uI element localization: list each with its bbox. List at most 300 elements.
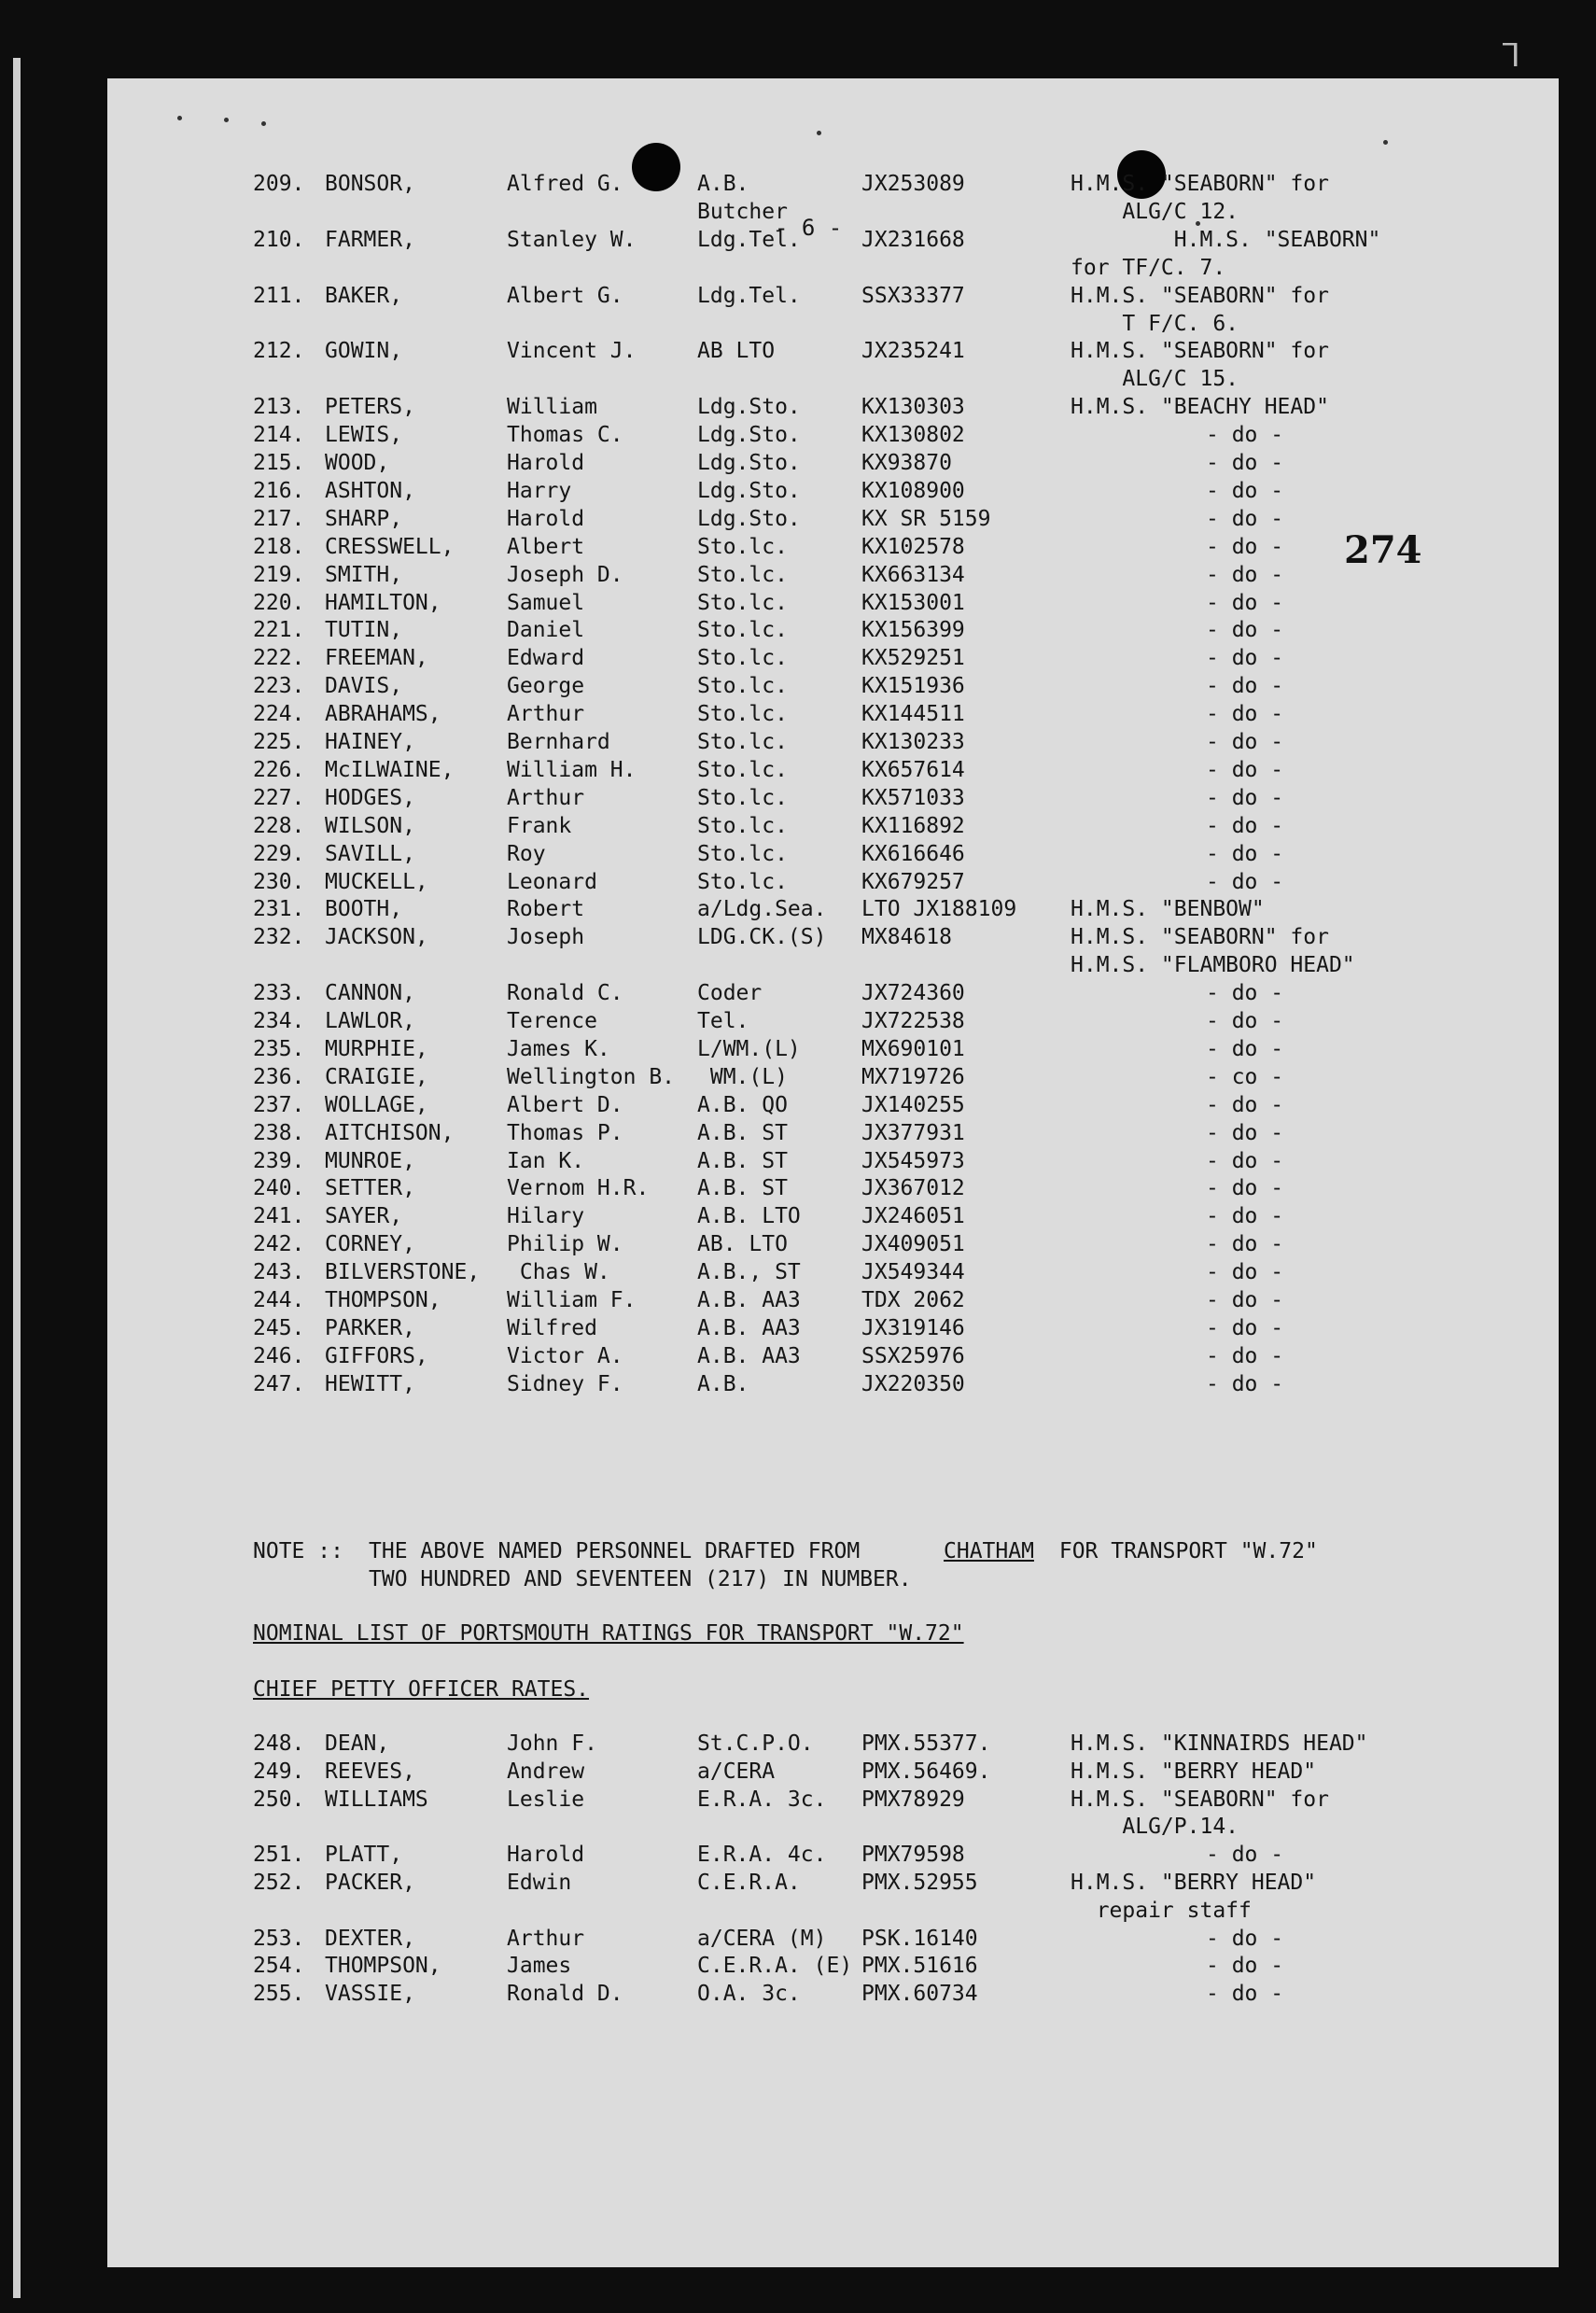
surname: PARKER,: [325, 1315, 415, 1340]
ship-destination: H.M.S. "SEABORN" for: [1071, 339, 1329, 364]
surname: BONSOR,: [325, 172, 415, 196]
rate: Coder: [697, 981, 763, 1006]
ship-destination: - do -: [1206, 1843, 1284, 1868]
rating-number: 242.: [253, 1232, 305, 1257]
rating-number: 213.: [253, 395, 305, 420]
surname: AITCHISON,: [325, 1120, 455, 1145]
ship-destination: - do -: [1206, 1036, 1284, 1061]
ship-destination: - do -: [1206, 1092, 1284, 1117]
first-name: Frank: [507, 813, 572, 838]
first-name: Chas W.: [507, 1260, 610, 1285]
rate: O.A. 3c.: [697, 1982, 801, 2007]
official-number: PMX.60734: [861, 1982, 978, 2007]
official-number: KX SR 5159: [861, 506, 991, 531]
official-number: PMX78929: [861, 1787, 965, 1812]
official-number: JX231668: [861, 227, 965, 252]
first-name: Thomas P.: [507, 1120, 623, 1145]
surname: CORNEY,: [325, 1232, 415, 1257]
rate: LDG.CK.(S): [697, 925, 827, 950]
first-name: Edwin: [507, 1871, 572, 1895]
official-number: KX130303: [861, 395, 965, 420]
ship-destination: T F/C. 6.: [1071, 311, 1239, 336]
official-number: KX529251: [861, 646, 965, 671]
official-number: KX151936: [861, 674, 965, 699]
official-number: JX253089: [861, 172, 965, 196]
first-name: Wilfred: [507, 1315, 597, 1340]
rating-number: 253.: [253, 1926, 305, 1951]
surname: GOWIN,: [325, 339, 403, 364]
rate: A.B. AA3: [697, 1288, 801, 1312]
rate: Sto.lc.: [697, 702, 788, 727]
speck: [1383, 140, 1388, 145]
official-number: MX719726: [861, 1064, 965, 1089]
surname: BILVERSTONE,: [325, 1260, 481, 1285]
rating-number: 238.: [253, 1120, 305, 1145]
surname: SETTER,: [325, 1176, 415, 1201]
rating-number: 251.: [253, 1843, 305, 1868]
rate: A.B.: [697, 172, 749, 196]
surname: MUNROE,: [325, 1148, 415, 1173]
surname: THOMPSON,: [325, 1954, 441, 1979]
first-name: Arthur: [507, 1926, 585, 1951]
first-name: Wellington B.: [507, 1064, 676, 1089]
rating-number: 217.: [253, 506, 305, 531]
ship-destination: - do -: [1206, 1315, 1284, 1340]
rate: Ldg.Sto.: [697, 395, 801, 420]
rate: A.B. ST: [697, 1120, 788, 1145]
note-label: NOTE ::: [253, 1539, 343, 1563]
rating-number: 248.: [253, 1731, 305, 1756]
first-name: James K.: [507, 1036, 610, 1061]
first-name: Vincent J.: [507, 339, 637, 364]
ship-destination: H.M.S. "BERRY HEAD": [1071, 1871, 1317, 1895]
rate: Sto.lc.: [697, 869, 788, 894]
first-name: William H.: [507, 757, 637, 782]
rating-number: 214.: [253, 423, 305, 448]
first-name: Bernhard: [507, 730, 610, 754]
rating-number: 225.: [253, 730, 305, 754]
first-name: Thomas C.: [507, 423, 623, 448]
surname: BAKER,: [325, 283, 403, 308]
first-name: Albert D.: [507, 1092, 623, 1117]
rate: A.B., ST: [697, 1260, 801, 1285]
rate: Ldg.Tel.: [697, 227, 801, 252]
surname: TUTIN,: [325, 618, 403, 643]
official-number: KX144511: [861, 702, 965, 727]
ship-destination: - do -: [1206, 757, 1284, 782]
surname: HODGES,: [325, 785, 415, 810]
surname: SHARP,: [325, 506, 403, 531]
note-line-2: TWO HUNDRED AND SEVENTEEN (217) IN NUMBER.: [369, 1567, 912, 1591]
rate: A.B. ST: [697, 1176, 788, 1201]
first-name: Ronald D.: [507, 1982, 623, 2007]
official-number: JX549344: [861, 1260, 965, 1285]
ship-destination: H.M.S. "SEABORN": [1071, 227, 1381, 252]
ship-destination: - do -: [1206, 674, 1284, 699]
surname: MUCKELL,: [325, 869, 428, 894]
first-name: Ian K.: [507, 1148, 585, 1173]
surname: ABRAHAMS,: [325, 702, 441, 727]
surname: ASHTON,: [325, 478, 415, 503]
ship-destination: - do -: [1206, 1343, 1284, 1368]
official-number: PSK.16140: [861, 1926, 978, 1951]
official-number: KX663134: [861, 562, 965, 587]
ship-destination: - do -: [1206, 785, 1284, 810]
rating-number: 230.: [253, 869, 305, 894]
first-name: Samuel: [507, 590, 585, 615]
surname: FREEMAN,: [325, 646, 428, 671]
first-name: Philip W.: [507, 1232, 623, 1257]
ship-destination: - do -: [1206, 1926, 1284, 1951]
ship-destination: - co -: [1206, 1064, 1284, 1089]
rating-number: 221.: [253, 618, 305, 643]
first-name: William: [507, 395, 597, 420]
surname: BOOTH,: [325, 897, 403, 922]
ship-destination: H.M.S. "BENBOW": [1071, 897, 1265, 922]
official-number: KX156399: [861, 618, 965, 643]
official-number: KX108900: [861, 478, 965, 503]
speck: [261, 121, 266, 126]
surname: MURPHIE,: [325, 1036, 428, 1061]
rating-number: 237.: [253, 1092, 305, 1117]
ship-destination: ALG/C 12.: [1071, 199, 1239, 224]
ship-destination: - do -: [1206, 1176, 1284, 1201]
ship-destination: - do -: [1206, 1954, 1284, 1979]
rating-number: 228.: [253, 813, 305, 838]
rating-number: 235.: [253, 1036, 305, 1061]
ship-destination: - do -: [1206, 1204, 1284, 1229]
rating-number: 240.: [253, 1176, 305, 1201]
first-name: Vernom H.R.: [507, 1176, 650, 1201]
first-name: Leonard: [507, 869, 597, 894]
official-number: MX690101: [861, 1036, 965, 1061]
rating-number: 210.: [253, 227, 305, 252]
ship-destination: - do -: [1206, 1260, 1284, 1285]
official-number: JX724360: [861, 981, 965, 1006]
first-name: Hilary: [507, 1204, 585, 1229]
rate: Sto.lc.: [697, 785, 788, 810]
corner-mark: ᒣ: [1501, 37, 1520, 75]
surname: LAWLOR,: [325, 1009, 415, 1033]
speck: [817, 131, 821, 135]
surname: CANNON,: [325, 981, 415, 1006]
surname: PETERS,: [325, 395, 415, 420]
first-name: Leslie: [507, 1787, 585, 1812]
first-name: Arthur: [507, 785, 585, 810]
ship-destination: ALG/P.14.: [1071, 1815, 1239, 1840]
rating-number: 226.: [253, 757, 305, 782]
ship-destination: - do -: [1206, 981, 1284, 1006]
rating-number: 245.: [253, 1315, 305, 1340]
rate: A.B. AA3: [697, 1343, 801, 1368]
rate: Sto.lc.: [697, 813, 788, 838]
first-name: Daniel: [507, 618, 585, 643]
surname: WILLIAMS: [325, 1787, 428, 1812]
rate: a/CERA: [697, 1759, 776, 1784]
first-name: John F.: [507, 1731, 597, 1756]
official-number: JX367012: [861, 1176, 965, 1201]
portsmouth-heading: NOMINAL LIST OF PORTSMOUTH RATINGS FOR TRANSPORT "W.72": [253, 1621, 964, 1646]
official-number: JX246051: [861, 1204, 965, 1229]
rate: Sto.lc.: [697, 562, 788, 587]
rate: Sto.lc.: [697, 618, 788, 643]
rate: A.B.: [697, 1371, 749, 1396]
rating-number: 218.: [253, 534, 305, 559]
rate: Sto.lc.: [697, 841, 788, 866]
rating-number: 233.: [253, 981, 305, 1006]
first-name: Joseph: [507, 925, 585, 950]
official-number: KX616646: [861, 841, 965, 866]
rate: St.C.P.O.: [697, 1731, 814, 1756]
official-number: MX84618: [861, 925, 952, 950]
surname: HAMILTON,: [325, 590, 441, 615]
surname: GIFFORS,: [325, 1343, 428, 1368]
rating-number: 231.: [253, 897, 305, 922]
rating-number: 229.: [253, 841, 305, 866]
surname: FARMER,: [325, 227, 415, 252]
rating-number: 211.: [253, 283, 305, 308]
ship-destination: - do -: [1206, 423, 1284, 448]
rate: A.B. LTO: [697, 1204, 801, 1229]
official-number: JX409051: [861, 1232, 965, 1257]
surname: McILWAINE,: [325, 757, 455, 782]
official-number: KX116892: [861, 813, 965, 838]
page-number: - 6 -: [775, 215, 843, 241]
speck: [224, 118, 229, 122]
rate: a/Ldg.Sea.: [697, 897, 827, 922]
official-number: KX102578: [861, 534, 965, 559]
ship-destination: H.M.S. "BEACHY HEAD": [1071, 395, 1329, 420]
surname: HAINEY,: [325, 730, 415, 754]
rate: Sto.lc.: [697, 674, 788, 699]
surname: SMITH,: [325, 562, 403, 587]
ship-destination: - do -: [1206, 478, 1284, 503]
official-number: KX679257: [861, 869, 965, 894]
ship-destination: - do -: [1206, 1009, 1284, 1033]
rating-number: 246.: [253, 1343, 305, 1368]
ship-destination: H.M.S. "SEABORN" for: [1071, 925, 1329, 950]
surname: DAVIS,: [325, 674, 403, 699]
rate: Sto.lc.: [697, 534, 788, 559]
ship-destination: - do -: [1206, 646, 1284, 671]
rate: A.B. QO: [697, 1092, 788, 1117]
first-name: Alfred G.: [507, 172, 623, 196]
rating-number: 223.: [253, 674, 305, 699]
official-number: KX571033: [861, 785, 965, 810]
rate: AB LTO: [697, 339, 776, 364]
rating-number: 247.: [253, 1371, 305, 1396]
rate: E.R.A. 4c.: [697, 1843, 827, 1868]
official-number: KX130233: [861, 730, 965, 754]
first-name: Robert: [507, 897, 585, 922]
ship-destination: H.M.S. "FLAMBORO HEAD": [1071, 953, 1355, 978]
official-number: SSX33377: [861, 283, 965, 308]
first-name: Edward: [507, 646, 585, 671]
ship-destination: H.M.S. "SEABORN" for: [1071, 172, 1329, 196]
surname: PLATT,: [325, 1843, 403, 1868]
rate: Ldg.Tel.: [697, 283, 801, 308]
rate: A.B. AA3: [697, 1315, 801, 1340]
rating-number: 219.: [253, 562, 305, 587]
official-number: PMX.52955: [861, 1871, 978, 1895]
ship-destination: - do -: [1206, 562, 1284, 587]
surname: CRESSWELL,: [325, 534, 455, 559]
rating-number: 236.: [253, 1064, 305, 1089]
ship-destination: - do -: [1206, 813, 1284, 838]
rating-number: 254.: [253, 1954, 305, 1979]
rating-number: 220.: [253, 590, 305, 615]
official-number: JX220350: [861, 1371, 965, 1396]
rating-number: 244.: [253, 1288, 305, 1312]
rate: Sto.lc.: [697, 757, 788, 782]
rate: Sto.lc.: [697, 646, 788, 671]
ship-destination: - do -: [1206, 506, 1284, 531]
rate: Tel.: [697, 1009, 749, 1033]
first-name: Terence: [507, 1009, 597, 1033]
first-name: William F.: [507, 1288, 637, 1312]
rating-number: 255.: [253, 1982, 305, 2007]
surname: PACKER,: [325, 1871, 415, 1895]
scanner-edge-strip: [13, 58, 21, 2298]
first-name: James: [507, 1954, 572, 1979]
rate: a/CERA (M): [697, 1926, 827, 1951]
surname: DEAN,: [325, 1731, 390, 1756]
surname: JACKSON,: [325, 925, 428, 950]
first-name: Roy: [507, 841, 546, 866]
punch-hole: [632, 143, 680, 191]
ship-destination: H.M.S. "BERRY HEAD": [1071, 1759, 1317, 1784]
rating-number: 250.: [253, 1787, 305, 1812]
cpo-heading: CHIEF PETTY OFFICER RATES.: [253, 1677, 590, 1702]
official-number: TDX 2062: [861, 1288, 965, 1312]
official-number: PMX.56469.: [861, 1759, 991, 1784]
ship-destination: - do -: [1206, 590, 1284, 615]
rating-number: 234.: [253, 1009, 305, 1033]
ship-destination: - do -: [1206, 1371, 1284, 1396]
rate: Ldg.Sto.: [697, 478, 801, 503]
first-name: Arthur: [507, 702, 585, 727]
rating-number: 224.: [253, 702, 305, 727]
document-page: [107, 78, 1559, 2267]
first-name: George: [507, 674, 585, 699]
first-name: Harold: [507, 451, 585, 475]
rating-number: 227.: [253, 785, 305, 810]
rate: L/WM.(L): [697, 1036, 801, 1061]
rate: Ldg.Sto.: [697, 451, 801, 475]
ship-destination: repair staff: [1071, 1898, 1252, 1923]
rate: WM.(L): [697, 1064, 788, 1089]
note-text-b: FOR TRANSPORT "W.72": [1046, 1539, 1318, 1563]
note-place: CHATHAM: [944, 1539, 1034, 1563]
rating-number: 222.: [253, 646, 305, 671]
surname: SAVILL,: [325, 841, 415, 866]
speck: [177, 116, 182, 120]
rating-number: 241.: [253, 1204, 305, 1229]
surname: WILSON,: [325, 813, 415, 838]
ship-destination: H.M.S. "SEABORN" for: [1071, 283, 1329, 308]
rating-number: 239.: [253, 1148, 305, 1173]
official-number: JX722538: [861, 1009, 965, 1033]
first-name: Ronald C.: [507, 981, 623, 1006]
surname: HEWITT,: [325, 1371, 415, 1396]
first-name: Victor A.: [507, 1343, 623, 1368]
rate: Sto.lc.: [697, 730, 788, 754]
first-name: Sidney F.: [507, 1371, 623, 1396]
ship-destination: H.M.S. "SEABORN" for: [1071, 1787, 1329, 1812]
surname: LEWIS,: [325, 423, 403, 448]
folio-number: 274: [1344, 528, 1422, 572]
ship-destination: - do -: [1206, 1288, 1284, 1312]
official-number: JX235241: [861, 339, 965, 364]
first-name: Stanley W.: [507, 227, 637, 252]
official-number: KX153001: [861, 590, 965, 615]
official-number: LTO JX188109: [861, 897, 1017, 922]
official-number: KX130802: [861, 423, 965, 448]
ship-destination: - do -: [1206, 730, 1284, 754]
rating-number: 243.: [253, 1260, 305, 1285]
rate: A.B. ST: [697, 1148, 788, 1173]
surname: THOMPSON,: [325, 1288, 441, 1312]
rating-number: 252.: [253, 1871, 305, 1895]
ship-destination: - do -: [1206, 534, 1284, 559]
ship-destination: - do -: [1206, 1120, 1284, 1145]
note-line-1: [253, 1539, 1318, 1567]
first-name: Albert G.: [507, 283, 623, 308]
ship-destination: H.M.S. "KINNAIRDS HEAD": [1071, 1731, 1368, 1756]
surname: SAYER,: [325, 1204, 403, 1229]
rating-number: 232.: [253, 925, 305, 950]
rate: C.E.R.A. (E): [697, 1954, 853, 1979]
ship-destination: - do -: [1206, 451, 1284, 475]
surname: WOLLAGE,: [325, 1092, 428, 1117]
official-number: SSX25976: [861, 1343, 965, 1368]
official-number: JX140255: [861, 1092, 965, 1117]
first-name: Harold: [507, 506, 585, 531]
ship-destination: - do -: [1206, 1982, 1284, 2007]
official-number: KX93870: [861, 451, 952, 475]
rate: AB. LTO: [697, 1232, 788, 1257]
rate: Ldg.Sto.: [697, 506, 801, 531]
official-number: PMX.55377.: [861, 1731, 991, 1756]
first-name: Albert: [507, 534, 585, 559]
official-number: KX657614: [861, 757, 965, 782]
ship-destination: - do -: [1206, 618, 1284, 643]
ship-destination: - do -: [1206, 1232, 1284, 1257]
official-number: JX319146: [861, 1315, 965, 1340]
surname: WOOD,: [325, 451, 390, 475]
official-number: JX377931: [861, 1120, 965, 1145]
rating-number: 212.: [253, 339, 305, 364]
official-number: PMX79598: [861, 1843, 965, 1868]
surname: VASSIE,: [325, 1982, 415, 2007]
first-name: Harold: [507, 1843, 585, 1868]
rating-number: 216.: [253, 478, 305, 503]
rating-number: 209.: [253, 172, 305, 196]
surname: CRAIGIE,: [325, 1064, 428, 1089]
rate: E.R.A. 3c.: [697, 1787, 827, 1812]
surname: DEXTER,: [325, 1926, 415, 1951]
rating-number: 215.: [253, 451, 305, 475]
official-number: PMX.51616: [861, 1954, 978, 1979]
first-name: Joseph D.: [507, 562, 623, 587]
rate: Ldg.Sto.: [697, 423, 801, 448]
first-name: Andrew: [507, 1759, 585, 1784]
ship-destination: - do -: [1206, 841, 1284, 866]
note-text-a: THE ABOVE NAMED PERSONNEL DRAFTED FROM: [369, 1539, 874, 1563]
rate: Butcher: [697, 199, 788, 224]
ship-destination: ALG/C 15.: [1071, 367, 1239, 392]
ship-destination: - do -: [1206, 1148, 1284, 1173]
